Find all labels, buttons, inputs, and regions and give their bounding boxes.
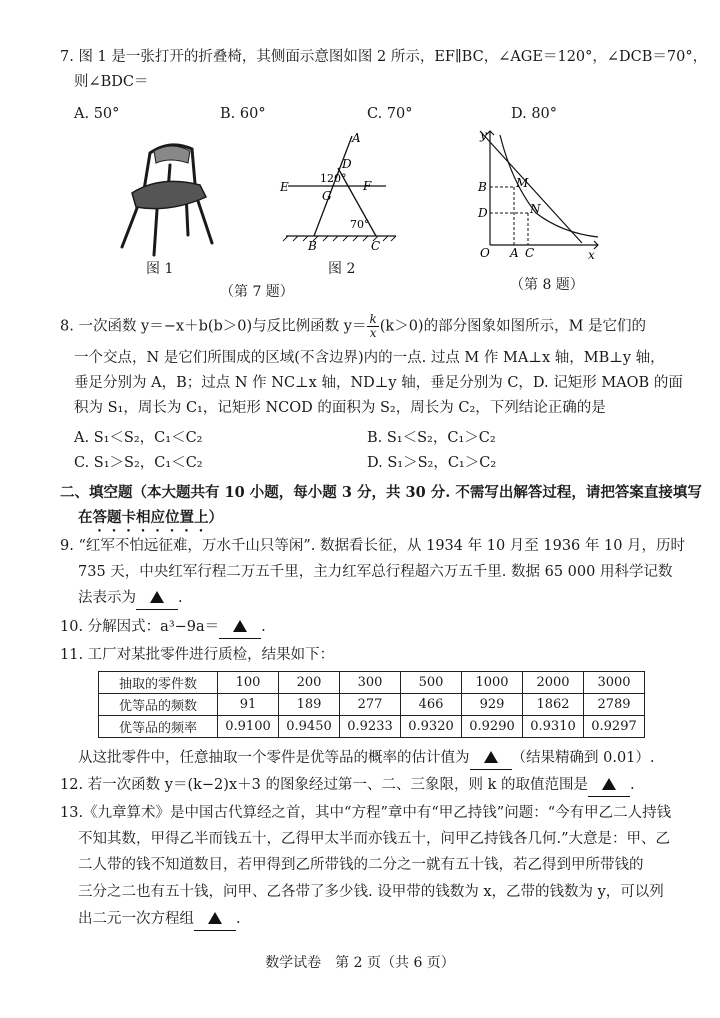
q8-option-b: B. S₁＜S₂，C₁＞C₂	[367, 430, 496, 446]
q9-line-2: 735 天，中央红军行程二万五千里，主力红军总行程超六万五千里. 数据 65 000 用科学记数	[78, 564, 673, 580]
q7-option-a: A. 50°	[74, 106, 120, 122]
q10-text: 10. 分解因式：a³−9a＝	[60, 619, 220, 635]
q13-line-5-text: 出二元一次方程组	[78, 911, 194, 927]
folding-chair-figure	[110, 135, 230, 260]
q8-option-c: C. S₁＞S₂，C₁＜C₂	[74, 455, 203, 471]
q13-line-3: 二人带的钱不知道数目，若甲得到乙所带钱的二分之一就有五十钱，若乙得到甲所带钱的	[78, 857, 644, 873]
table-cell: 0.9320	[401, 716, 462, 738]
q10-line	[60, 616, 670, 639]
table-cell: 500	[401, 672, 462, 694]
q8-label-n: N	[530, 202, 541, 216]
section2-heading-line-2	[78, 507, 670, 535]
fig2-label-b: B	[308, 239, 317, 253]
q11-question-text: 从这批零件中，任意抽取一个零件是优等品的概率的估计值为	[78, 750, 470, 766]
table-cell: 0.9233	[340, 716, 401, 738]
q8-label-y: y	[480, 128, 487, 142]
table-cell: 300	[340, 672, 401, 694]
q8-stem-line-3: 垂足分别为 A，B；过点 N 作 NC⊥x 轴，ND⊥y 轴，垂足分别为 C，D. 记矩形 MAOB 的面	[74, 375, 683, 391]
table-cell: 91	[218, 694, 279, 716]
table-cell: 2000	[523, 672, 584, 694]
q8-stem-part-a: 8. 一次函数 y＝−x＋b(b＞0)与反比例函数 y＝	[60, 318, 367, 335]
q11-precision-note: （结果精确到 0.01）.	[511, 750, 655, 766]
q11-question-line	[78, 747, 670, 770]
q8-function-graph	[470, 125, 605, 265]
q11-answer-blank[interactable]	[470, 747, 512, 770]
q9-answer-blank[interactable]	[136, 587, 178, 610]
table-cell: 0.9290	[462, 716, 523, 738]
table-cell: 189	[279, 694, 340, 716]
table-cell: 1000	[462, 672, 523, 694]
q13-line-4: 三分之二也有五十钱，问甲、乙各带了多少钱. 设甲带的钱数为 x，乙带的钱数为 y，可以列	[78, 884, 664, 900]
q8-stem-line-4: 积为 S₁，周长为 C₁，记矩形 NCOD 的面积为 S₂，周长为 C₂，下列结论正确的是	[74, 400, 606, 416]
table-cell: 0.9450	[279, 716, 340, 738]
q7-stem-line-1: 7. 图 1 是一张打开的折叠椅，其侧面示意图如图 2 所示，EF∥BC，∠AGE＝120°，∠DCB＝70°，	[60, 49, 708, 65]
quality-inspection-table	[98, 671, 645, 738]
q9-line-1: 9. “红军不怕远征难，万水千山只等闲”. 数据看长征，从 1934 年 10 月至 1936 年 10 月，历时	[60, 538, 686, 554]
triangle-icon	[602, 778, 616, 790]
q8-label-o: O	[480, 246, 490, 260]
q9-period: .	[178, 590, 183, 606]
table-row	[99, 672, 645, 694]
fig2-label-e: E	[280, 180, 289, 194]
fig2-label-g: G	[322, 189, 332, 203]
table-cell: 0.9310	[523, 716, 584, 738]
triangle-icon	[150, 591, 164, 603]
section2-heading: 二、填空题（本大题共有 10 小题，每小题 3 分，共 30 分. 不需写出解答过程，请把答案直接填写	[60, 484, 702, 501]
table-cell: 466	[401, 694, 462, 716]
fig2-angle-70: 70°	[350, 218, 370, 231]
table-cell: 2789	[584, 694, 645, 716]
q12-line	[60, 774, 670, 797]
q8-option-d: D. S₁＞S₂，C₁＞C₂	[367, 455, 497, 471]
q8-fraction-numerator: k	[369, 312, 377, 326]
q8-stem-line-2: 一个交点，N 是它们所围成的区域(不含边界)内的一点. 过点 M 作 MA⊥x 轴，MB⊥y 轴，	[74, 350, 665, 366]
q7-stem-line-2: 则∠BDC＝	[74, 74, 149, 90]
page-footer: 数学试卷 第 2 页（共 6 页）	[265, 955, 455, 971]
q7-option-b: B. 60°	[220, 106, 266, 122]
q9-line-3-text: 法表示为	[78, 590, 136, 606]
table-row-header: 优等品的频率	[99, 716, 218, 738]
q8-label-d: D	[478, 206, 488, 220]
triangle-icon	[233, 620, 247, 632]
q9-line-3	[78, 587, 670, 610]
triangle-icon	[208, 912, 222, 924]
q11-stem: 11. 工厂对某批零件进行质检，结果如下：	[60, 647, 335, 663]
table-cell: 200	[279, 672, 340, 694]
q12-answer-blank[interactable]	[588, 774, 630, 797]
q12-text: 12. 若一次函数 y＝(k−2)x＋3 的图象经过第一、二、三象限，则 k 的取值范围是	[60, 777, 588, 793]
q7-figure-caption: （第 7 题）	[220, 284, 294, 300]
section2-heading-prefix: 在	[78, 509, 93, 526]
triangle-icon	[484, 751, 498, 763]
q10-period: .	[261, 619, 266, 635]
fig2-angle-120: 120°	[320, 172, 347, 185]
q8-fraction	[367, 313, 378, 340]
q10-answer-blank[interactable]	[219, 616, 261, 639]
table-cell: 1862	[523, 694, 584, 716]
q8-fraction-denominator: x	[369, 326, 377, 340]
table-cell: 100	[218, 672, 279, 694]
fig2-label-d: D	[342, 157, 352, 171]
q8-label-a: A	[510, 246, 519, 260]
q8-label-c: C	[525, 246, 535, 260]
q13-period: .	[236, 911, 241, 927]
chair-side-diagram	[278, 128, 408, 254]
q8-label-b: B	[478, 180, 487, 194]
table-row-header: 抽取的零件数	[99, 672, 218, 694]
q13-answer-blank[interactable]	[194, 908, 236, 931]
q8-stem-part-b: (k＞0)的部分图象如图所示，M 是它们的	[379, 318, 647, 335]
q8-label-m: M	[516, 176, 529, 190]
q8-option-a: A. S₁＜S₂，C₁＜C₂	[74, 430, 203, 446]
q8-stem-line-1	[60, 313, 670, 340]
q13-line-1: 13.《九章算术》是中国古代算经之首，其中“方程”章中有“甲乙持钱”问题：“今有甲乙二人持钱	[60, 805, 672, 821]
fig2-label-f: F	[363, 179, 372, 193]
q7-option-c: C. 70°	[367, 106, 413, 122]
answer-card-emphasis: 答题卡相应位置上	[92, 509, 209, 526]
q12-period: .	[629, 777, 635, 793]
table-row-header: 优等品的频数	[99, 694, 218, 716]
q8-figure-caption: （第 8 题）	[510, 277, 584, 293]
q13-line-2: 不知其数，甲得乙半而钱五十，乙得甲太半而亦钱五十，问甲乙持钱各几何.”大意是：甲、乙	[78, 831, 671, 847]
table-cell: 0.9100	[218, 716, 279, 738]
q13-line-5	[78, 908, 670, 931]
section2-heading-suffix: ）	[208, 509, 223, 526]
q8-label-x: x	[588, 248, 595, 262]
table-cell: 929	[462, 694, 523, 716]
table-cell: 277	[340, 694, 401, 716]
table-row	[99, 716, 645, 738]
fig2-label-c: C	[371, 239, 381, 253]
fig2-label-a: A	[352, 131, 361, 145]
table-cell: 0.9297	[584, 716, 645, 738]
table-cell: 3000	[584, 672, 645, 694]
table-row	[99, 694, 645, 716]
fig1-caption: 图 1	[146, 261, 174, 277]
fig2-caption: 图 2	[328, 261, 356, 277]
q7-option-d: D. 80°	[511, 106, 558, 122]
